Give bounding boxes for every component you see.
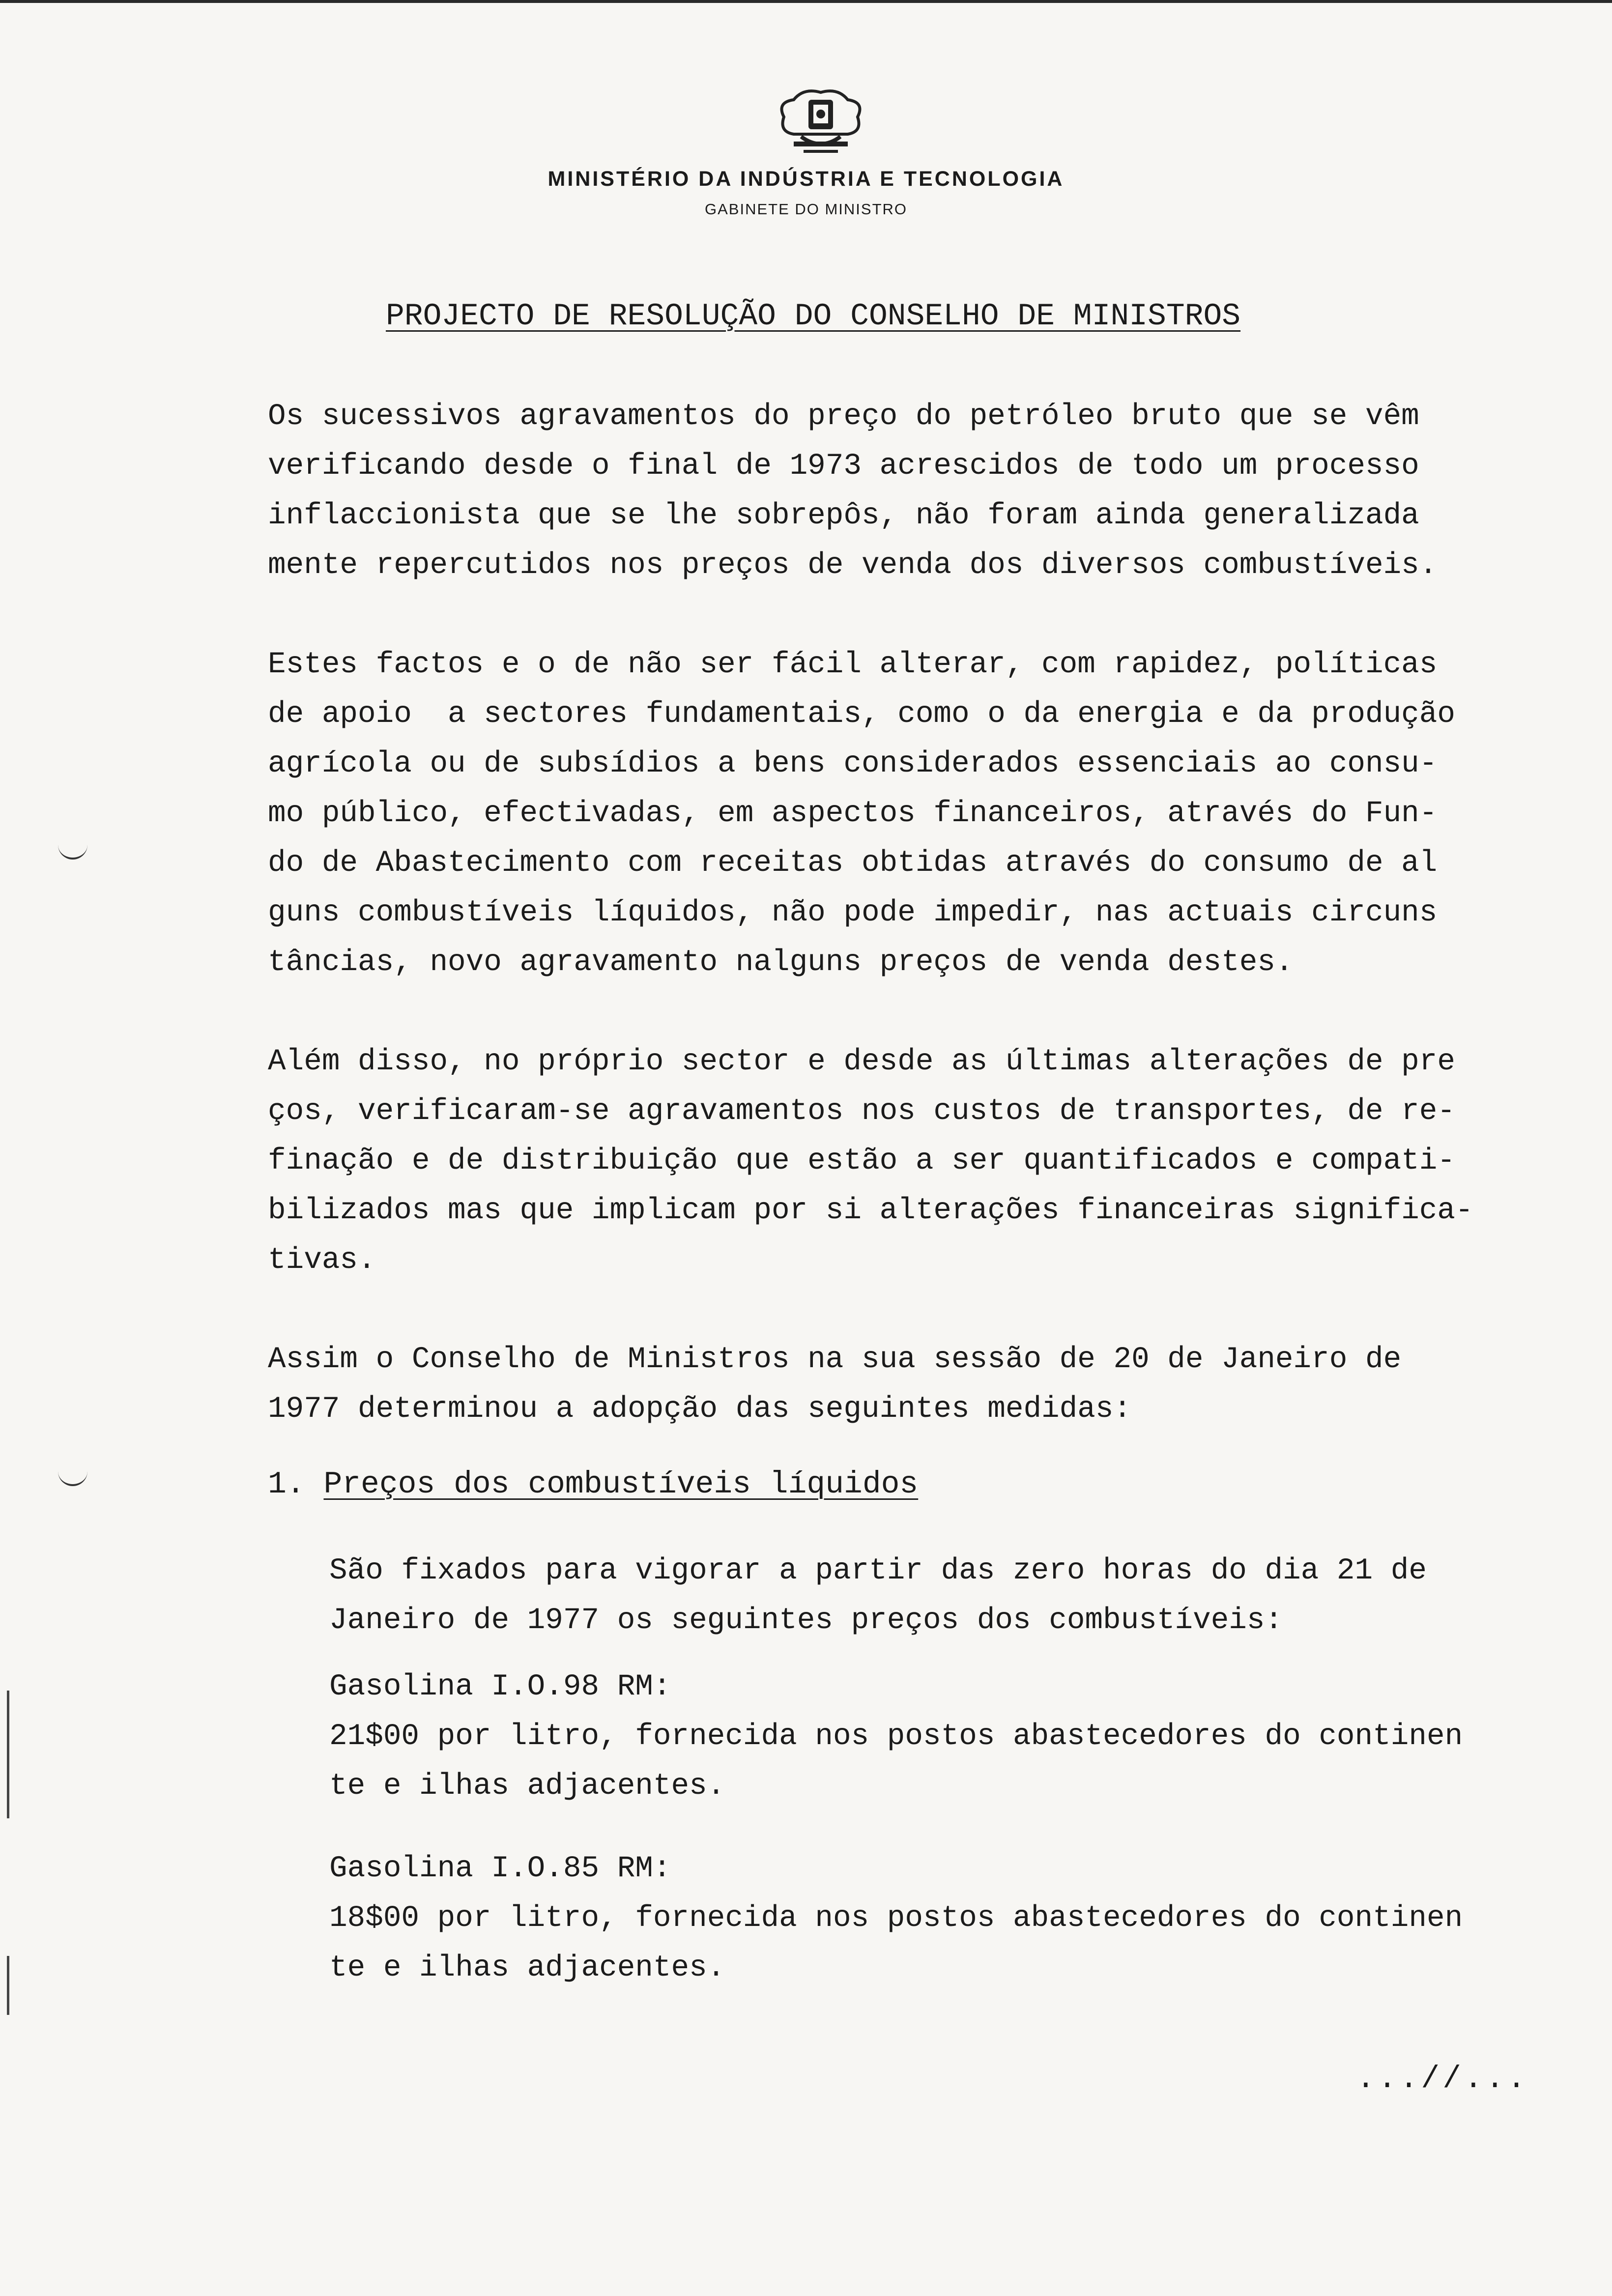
- paragraph-3: Além disso, no próprio sector e desde as últimas alterações de pre ços, verificaram-se agravamentos nos custos de transportes, de re- finação e de distribuição que estão a ser quantificados e compati- bilizados mas que implicam por si alterações financeiras significa- tivas.: [268, 1045, 1473, 1277]
- top-edge-rule: [0, 0, 1612, 3]
- scan-edge-line: [7, 1691, 9, 1818]
- fuel-item-price: 21$00 por litro, fornecida nos postos abastecedores do continen te e ilhas adjacentes.: [329, 1720, 1463, 1803]
- fuel-item-name: Gasolina I.O.85 RM:: [329, 1852, 671, 1886]
- paragraph-4: Assim o Conselho de Ministros na sua sessão de 20 de Janeiro de 1977 determinou a adopção das seguintes medidas:: [268, 1343, 1402, 1426]
- scan-edge-line: [7, 1956, 9, 2015]
- section-1-heading: [268, 1467, 918, 1502]
- document-title: PROJECTO DE RESOLUÇÃO DO CONSELHO DE MINISTROS: [386, 299, 1241, 334]
- section-1-intro: São fixados para vigorar a partir das zero horas do dia 21 de Janeiro de 1977 os seguintes preços dos combustíveis:: [329, 1554, 1427, 1637]
- paragraph-1: Os sucessivos agravamentos do preço do petróleo bruto que se vêm verificando desde o final de 1973 acrescidos de todo um processo inflaccionista que se lhe sobrepôs, não foram ainda generalizada mente repercutidos nos preços de venda dos diversos combustíveis.: [268, 400, 1438, 582]
- ministry-name: MINISTÉRIO DA INDÚSTRIA E TECNOLOGIA: [547, 167, 1065, 191]
- continuation-mark: ...//...: [1356, 2062, 1529, 2096]
- margin-bracket-mark: [58, 1469, 87, 1486]
- margin-bracket-mark: [58, 843, 87, 860]
- cabinet-name: GABINETE DO MINISTRO: [704, 201, 908, 218]
- coat-of-arms-icon: [774, 83, 867, 161]
- section-number: 1.: [268, 1467, 305, 1502]
- fuel-item-price: 18$00 por litro, fornecida nos postos abastecedores do continen te e ilhas adjacentes.: [329, 1901, 1463, 1985]
- section-title: Preços dos combustíveis líquidos: [323, 1467, 919, 1502]
- fuel-item-name: Gasolina I.O.98 RM:: [329, 1670, 671, 1704]
- paragraph-2: Estes factos e o de não ser fácil alterar, com rapidez, políticas de apoio a sectores fundamentais, como o da energia e da produção agrícola ou de subsídios a bens considerados essenciais ao consu- mo público, efectivadas, em aspectos financeiros, através do Fun- do de Abastecimento com receitas obtidas através do consumo de al guns combustíveis líquidos, não pode impedir, nas actuais circuns tâncias, novo agravamento nalguns preços de venda destes.: [268, 648, 1455, 979]
